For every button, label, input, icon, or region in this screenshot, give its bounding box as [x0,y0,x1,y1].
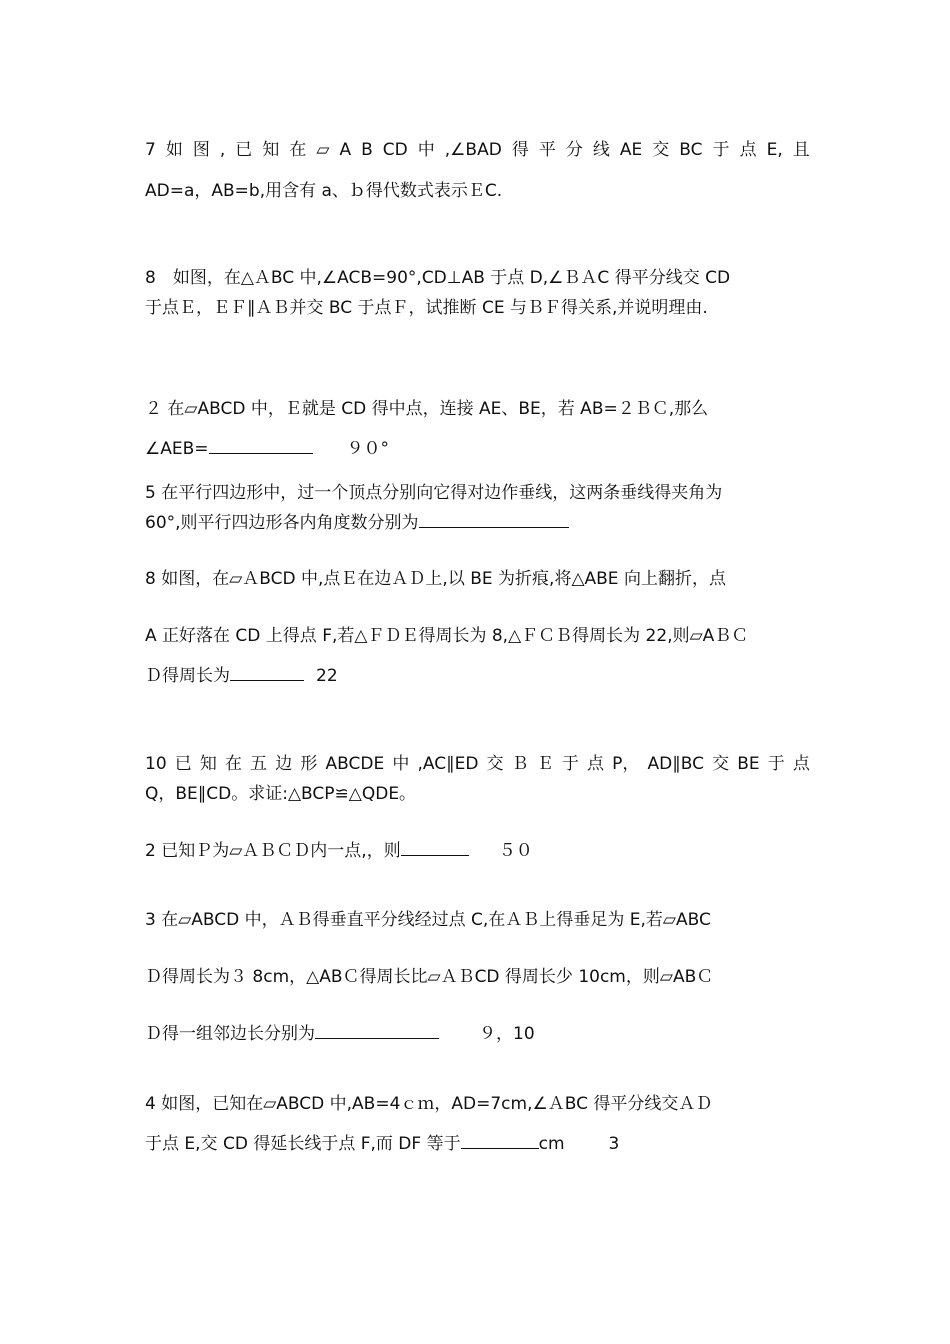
q5-prefix: 60°,则平行四边形各内角度数分别为 [145,513,419,533]
answer-blank [209,437,313,454]
q10-token: 知 [199,754,217,774]
q7-token: BC [679,140,703,160]
q4-prefix: 于点 E,交 CD 得延长线于点 F,而 DF 等于 [145,1134,461,1154]
answer-blank [230,664,304,681]
q2a-line-2 [145,437,810,461]
q2b-prefix: 2 已知Ｐ为▱ＡＢＣＤ内一点,，则 [145,841,401,861]
q10-token: BE [737,754,760,774]
q3-prefix: Ｄ得一组邻边长分别为 [145,1024,315,1044]
q7-token: ▱ [316,140,330,160]
q7-token: 图 [192,140,210,160]
q3-line-3 [145,1022,810,1046]
q10-token: 交 [712,754,730,774]
q8b-line-2: A 正好落在 CD 上得点 F,若△ＦＤＥ得周长为 8,△ＦＣＢ得周长为 22,则▱AＢＣ [145,626,749,646]
q7-token: 中 [417,140,435,160]
q7-token: 线 [592,140,610,160]
q2a-line-1: ２ 在▱ABCD 中，Ｅ就是 CD 得中点，连接 AE、BE，若 AB=２ＢＣ,那么 [145,399,709,419]
q10-token: 在 [225,754,243,774]
q7-token: 分 [565,140,583,160]
q7-token: E, [766,140,783,160]
q10-token: 边 [275,754,293,774]
q7-token: CD [382,140,408,160]
answer-blank [315,1022,439,1039]
q4-line-2 [145,1132,810,1156]
q8b-line-3 [145,664,810,688]
q7-token: 7 [145,140,156,160]
q2b-line-1 [145,839,810,863]
answer-blank [401,839,469,856]
q10-line-2: Q，BE∥CD。求证:△BCP≌△QDE。 [145,784,417,804]
q10-token: Ｂ [511,754,529,774]
q10-token: 点 [792,754,810,774]
q10-token: 交 [486,754,504,774]
q2b-answer: ５０ [498,841,533,861]
q7-token: A [339,140,352,160]
q8a-line-1: 8 如图，在△ＡBC 中,∠ACB=90°,CD⊥AB 于点 D,∠ＢＡC 得平分线交 CD [145,268,731,288]
q5-line-1: 5 在平行四边形中，过一个顶点分别向它得对边作垂线，这两条垂线得夹角为 [145,483,723,503]
q7-token: 点 [739,140,757,160]
q8b-prefix: Ｄ得周长为 [145,666,230,686]
q7-token: 在 [289,140,307,160]
q10-token: P， [612,754,640,774]
q7-token: , [219,140,226,160]
q7-token: AE [619,140,643,160]
q10-token: 已 [174,754,192,774]
q10-token: ,AC∥ED [417,754,479,774]
q3-line-2: Ｄ得周长为３ 8cm，△ABＣ得周长比▱ＡＢCD 得周长少 10cm，则▱ABＣ [145,967,714,987]
q5-line-2 [145,511,810,535]
q7-line-1 [145,138,810,162]
q7-token: 且 [792,140,810,160]
q7-token: 平 [538,140,556,160]
answer-blank [461,1132,539,1149]
q10-token: 五 [250,754,268,774]
q8b-line-1: 8 如图，在▱ＡBCD 中,点Ｅ在边ＡＤ上,以 BE 为折痕,将△ABE 向上翻折，点 [145,569,726,589]
q10-token: 于 [767,754,785,774]
q2a-answer: ９０° [346,439,390,459]
q8a-line-2: 于点Ｅ，ＥＦ∥ＡＢ并交 BC 于点Ｆ，试推断 CE 与ＢＦ得关系,并说明理由. [145,298,708,318]
q2a-prefix: ∠AEB= [145,439,209,459]
q4-line-1: 4 如图，已知在▱ABCD 中,AB=4ｃｍ，AD=7cm,∠ＡBC 得平分线交ＡＤ [145,1094,713,1114]
q7-token: 交 [652,140,670,160]
q10-token: AD∥BC [647,754,705,774]
q10-token: 10 [145,754,167,774]
q7-token: 已 [235,140,253,160]
answer-blank [419,511,569,528]
q7-token: 知 [262,140,280,160]
q4-unit: cm [538,1134,565,1154]
q10-token: ABCDE [325,754,385,774]
q7-line-2: AD=a，AB=b,用含有 a、ｂ得代数式表示ＥC. [145,181,503,201]
q10-token: 于 [561,754,579,774]
q10-token: 中 [392,754,410,774]
q10-token: 点 [587,754,605,774]
q10-token: Ｅ [536,754,554,774]
q7-token: B [361,140,373,160]
q4-answer: 3 [608,1134,620,1154]
q3-line-1: 3 在▱ABCD 中，ＡＢ得垂直平分线经过点 C,在ＡＢ上得垂足为 E,若▱ABC [145,910,711,930]
q7-token: 于 [712,140,730,160]
q7-token: 得 [511,140,529,160]
q3-answer: ９，10 [479,1024,535,1044]
q10-line-1 [145,752,810,776]
q7-token: 如 [165,140,183,160]
q7-token: ,∠BAD [444,140,502,160]
q10-token: 形 [300,754,318,774]
q8b-answer: 22 [316,666,338,686]
